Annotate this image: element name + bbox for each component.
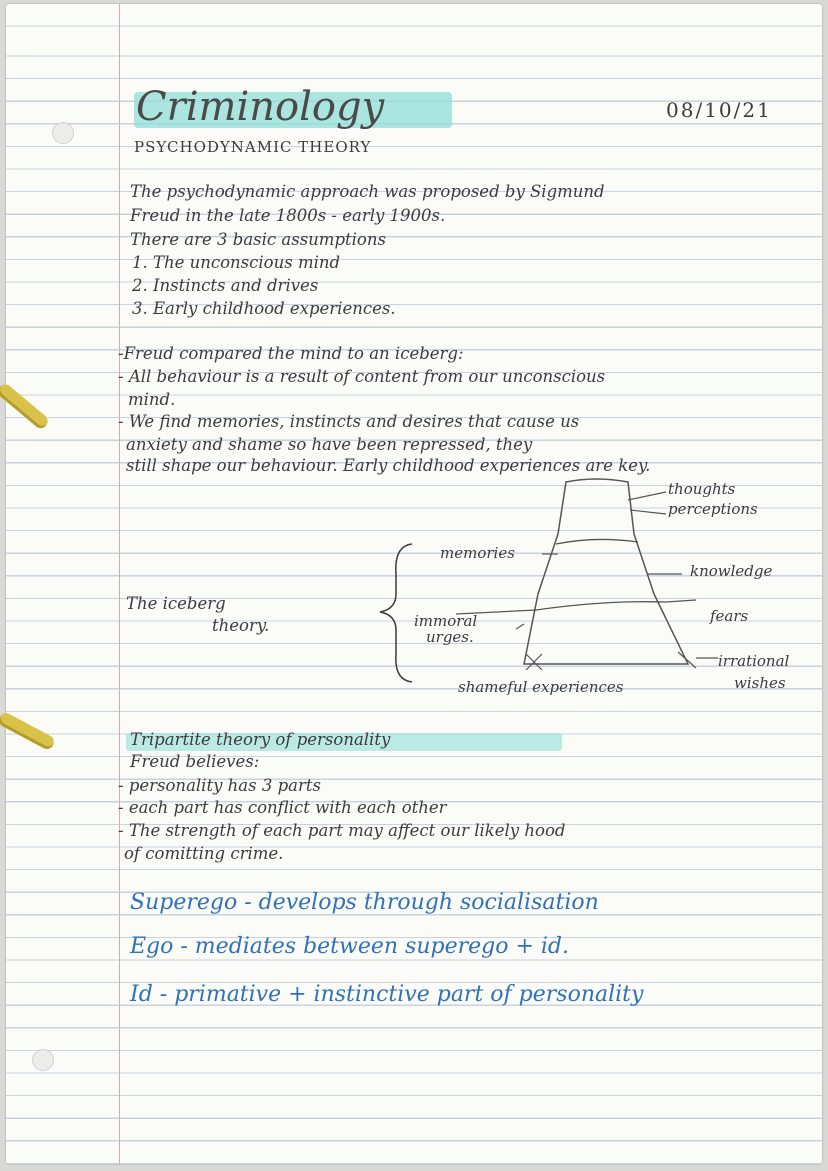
superego-line (130, 890, 599, 915)
label-perceptions: perceptions (668, 500, 758, 518)
notes-line-4: - We find memories, instincts and desires that cause us (118, 412, 580, 431)
notes-line-6: still shape our behaviour. Early childhood experiences are key. (126, 456, 651, 475)
margin-line (119, 4, 120, 1164)
assumption-3: 3. Early childhood experiences. (132, 299, 396, 318)
page-title: Criminology (136, 84, 385, 130)
page-subtitle: PSYCHODYNAMIC THEORY (134, 138, 372, 156)
intro-line-3: There are 3 basic assumptions (130, 230, 386, 249)
label-immoral: immoral (414, 612, 478, 630)
label-urges: urges. (426, 628, 474, 646)
id-text: Id - primative + instinctive part of personality (130, 982, 644, 1007)
punch-hole-top (52, 122, 74, 144)
ego-line (130, 934, 569, 959)
tripartite-line-5: of comitting crime. (124, 844, 284, 863)
notes-line-2: - All behaviour is a result of content from our unconscious (118, 367, 606, 386)
superego-text: Superego - develops through socialisation (130, 890, 599, 915)
intro-line-2: Freud in the late 1800s - early 1900s. (130, 206, 446, 225)
label-fears: fears (710, 607, 749, 625)
assumption-1: 1. The unconscious mind (132, 253, 341, 272)
ego-text: Ego - mediates between superego + id. (130, 934, 570, 959)
iceberg-heading-2: theory. (212, 616, 270, 635)
label-thoughts: thoughts (668, 480, 736, 498)
page-date: 08/10/21 (666, 98, 772, 122)
label-irrational: irrational (718, 652, 790, 670)
tripartite-line-1: Freud believes: (130, 752, 260, 771)
id-line (130, 982, 643, 1007)
assumption-2: 2. Instincts and drives (132, 276, 319, 295)
punch-hole-bottom (32, 1049, 54, 1071)
label-wishes: wishes (734, 674, 786, 692)
label-memories: memories (440, 544, 515, 562)
notes-line-3: mind. (128, 390, 176, 409)
tripartite-line-3: - each part has conflict with each other (118, 798, 447, 817)
label-knowledge: knowledge (690, 562, 773, 580)
tripartite-line-4: - The strength of each part may affect our likely hood (118, 821, 566, 840)
tripartite-line-2: - personality has 3 parts (118, 776, 321, 795)
label-shameful-experiences: shameful experiences (458, 678, 624, 696)
iceberg-heading-1: The iceberg (126, 594, 226, 613)
notebook-page (6, 4, 822, 1164)
notes-line-5: anxiety and shame so have been repressed, they (126, 435, 533, 454)
notes-line-1: -Freud compared the mind to an iceberg: (118, 344, 464, 363)
tripartite-heading: Tripartite theory of personality (130, 730, 391, 749)
intro-line-1: The psychodynamic approach was proposed by Sigmund (130, 182, 605, 201)
